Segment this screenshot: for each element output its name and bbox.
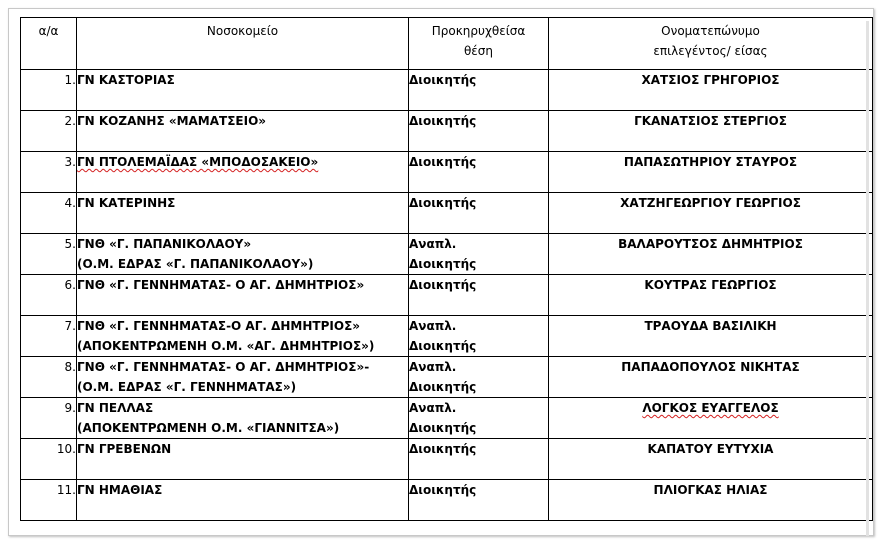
- hospital-line: (Ο.Μ. ΕΔΡΑΣ «Γ. ΠΑΠΑΝΙΚΟΛΑΟΥ»): [77, 257, 314, 271]
- appointee-name-cell: [549, 316, 873, 357]
- table-row: [21, 316, 873, 357]
- header-row: [21, 18, 873, 70]
- table-row: [21, 70, 873, 111]
- position-cell: [409, 398, 549, 439]
- hospital-cell: [77, 234, 409, 275]
- hospital-cell: [77, 439, 409, 480]
- hospital-line: ΓΝ ΗΜΑΘΙΑΣ: [77, 483, 163, 497]
- header-aa: α/α: [21, 18, 77, 70]
- position-line: Αναπλ.: [409, 319, 457, 333]
- row-number: 9.: [21, 398, 77, 439]
- position-cell: [409, 480, 549, 521]
- position-cell: [409, 111, 549, 152]
- appointee-name-cell: [549, 398, 873, 439]
- appointee-name-cell: [549, 234, 873, 275]
- position-line: Διοικητής: [409, 421, 477, 435]
- hospital-cell: [77, 152, 409, 193]
- row-number: 5.: [21, 234, 77, 275]
- table-body: [21, 70, 873, 521]
- position-line: Διοικητής: [409, 114, 477, 128]
- table-row: [21, 480, 873, 521]
- position-cell: [409, 439, 549, 480]
- position-cell: [409, 275, 549, 316]
- hospital-line: ΓΝ ΚΑΤΕΡΙΝΗΣ: [77, 196, 176, 210]
- hospital-line: ΓΝΘ «Γ. ΓΕΝΝΗΜΑΤΑΣ- Ο ΑΓ. ΔΗΜΗΤΡΙΟΣ»: [77, 278, 365, 292]
- header-name: Ονοματεπώνυμο επιλεγέντος/ είσας: [549, 18, 873, 70]
- hospital-cell: [77, 70, 409, 111]
- appointee-name-cell: [549, 111, 873, 152]
- row-number: 4.: [21, 193, 77, 234]
- appointee-name: ΠΑΠΑΣΩΤΗΡΙΟΥ ΣΤΑΥΡΟΣ: [623, 155, 798, 169]
- position-cell: [409, 152, 549, 193]
- appointee-name: ΧΑΤΣΙΟΣ ΓΡΗΓΟΡΙΟΣ: [641, 73, 780, 87]
- position-line: Διοικητής: [409, 442, 477, 456]
- row-number: 2.: [21, 111, 77, 152]
- position-line: Διοικητής: [409, 483, 477, 497]
- appointee-name: ΠΛΙΟΓΚΑΣ ΗΛΙΑΣ: [653, 483, 768, 497]
- position-line: Διοικητής: [409, 196, 477, 210]
- position-cell: [409, 234, 549, 275]
- hospital-line: (ΑΠΟΚΕΝΤΡΩΜΕΝΗ Ο.Μ. «ΑΓ. ΔΗΜΗΤΡΙΟΣ»): [77, 339, 375, 353]
- table-row: [21, 275, 873, 316]
- hospital-cell: [77, 275, 409, 316]
- position-line: Αναπλ.: [409, 360, 457, 374]
- table-row: [21, 439, 873, 480]
- hospital-line: ΓΝΘ «Γ. ΠΑΠΑΝΙΚΟΛΑΟΥ»: [77, 237, 252, 251]
- appointee-name: ΧΑΤΖΗΓΕΩΡΓΙΟΥ ΓΕΩΡΓΙΟΣ: [620, 196, 801, 210]
- document-frame: [8, 8, 874, 536]
- appointee-name: ΛΟΓΚΟΣ ΕΥΑΓΓΕΛΟΣ: [642, 401, 779, 415]
- page-edge: [866, 21, 869, 536]
- hospital-line: (ΑΠΟΚΕΝΤΡΩΜΕΝΗ Ο.Μ. «ΓΙΑΝΝΙΤΣΑ»): [77, 421, 340, 435]
- position-cell: [409, 357, 549, 398]
- appointee-name-cell: [549, 357, 873, 398]
- header-hospital: Νοσοκομείο: [77, 18, 409, 70]
- table-row: [21, 152, 873, 193]
- appointee-name: ΠΑΠΑΔΟΠΟΥΛΟΣ ΝΙΚΗΤΑΣ: [621, 360, 800, 374]
- position-line: Διοικητής: [409, 155, 477, 169]
- table-row: [21, 193, 873, 234]
- appointee-name: ΚΟΥΤΡΑΣ ΓΕΩΡΓΙΟΣ: [644, 278, 777, 292]
- table-row: [21, 234, 873, 275]
- hospital-cell: [77, 357, 409, 398]
- position-line: Διοικητής: [409, 73, 477, 87]
- table-row: [21, 357, 873, 398]
- hospital-line: ΓΝ ΚΑΣΤΟΡΙΑΣ: [77, 73, 175, 87]
- hospital-cell: [77, 398, 409, 439]
- position-cell: [409, 316, 549, 357]
- table-row: [21, 111, 873, 152]
- hospital-line: ΓΝ ΠΤΟΛΕΜΑΪΔΑΣ «ΜΠΟΔΟΣΑΚΕΙΟ»: [77, 155, 319, 169]
- hospital-line: ΓΝ ΠΕΛΛΑΣ: [77, 401, 154, 415]
- header-position: Προκηρυχθείσα θέση: [409, 18, 549, 70]
- row-number: 8.: [21, 357, 77, 398]
- position-line: Διοικητής: [409, 380, 477, 394]
- row-number: 1.: [21, 70, 77, 111]
- row-number: 3.: [21, 152, 77, 193]
- appointments-table: [20, 17, 873, 521]
- appointee-name: ΤΡΑΟΥΔΑ ΒΑΣΙΛΙΚΗ: [644, 319, 777, 333]
- position-cell: [409, 193, 549, 234]
- hospital-line: ΓΝΘ «Γ. ΓΕΝΝΗΜΑΤΑΣ- Ο ΑΓ. ΔΗΜΗΤΡΙΟΣ»-: [77, 360, 370, 374]
- appointee-name-cell: [549, 275, 873, 316]
- appointee-name-cell: [549, 152, 873, 193]
- row-number: 10.: [21, 439, 77, 480]
- table-row: [21, 398, 873, 439]
- position-line: Διοικητής: [409, 278, 477, 292]
- appointee-name: ΚΑΠΑΤΟΥ ΕΥΤΥΧΙΑ: [647, 442, 774, 456]
- hospital-line: ΓΝΘ «Γ. ΓΕΝΝΗΜΑΤΑΣ-Ο ΑΓ. ΔΗΜΗΤΡΙΟΣ»: [77, 319, 361, 333]
- hospital-line: ΓΝ ΓΡΕΒΕΝΩΝ: [77, 442, 172, 456]
- appointee-name-cell: [549, 480, 873, 521]
- hospital-cell: [77, 480, 409, 521]
- hospital-line: (Ο.Μ. ΕΔΡΑΣ «Γ. ΓΕΝΝΗΜΑΤΑΣ»): [77, 380, 297, 394]
- appointee-name: ΓΚΑΝΑΤΣΙΟΣ ΣΤΕΡΓΙΟΣ: [634, 114, 787, 128]
- row-number: 7.: [21, 316, 77, 357]
- position-cell: [409, 70, 549, 111]
- appointee-name: ΒΑΛΑΡΟΥΤΣΟΣ ΔΗΜΗΤΡΙΟΣ: [618, 237, 803, 251]
- hospital-cell: [77, 316, 409, 357]
- position-line: Αναπλ.: [409, 401, 457, 415]
- hospital-line: ΓΝ ΚΟΖΑΝΗΣ «ΜΑΜΑΤΣΕΙΟ»: [77, 114, 267, 128]
- appointee-name-cell: [549, 193, 873, 234]
- appointee-name-cell: [549, 439, 873, 480]
- position-line: Αναπλ.: [409, 237, 457, 251]
- row-number: 11.: [21, 480, 77, 521]
- hospital-cell: [77, 111, 409, 152]
- appointee-name-cell: [549, 70, 873, 111]
- position-line: Διοικητής: [409, 257, 477, 271]
- hospital-cell: [77, 193, 409, 234]
- row-number: 6.: [21, 275, 77, 316]
- position-line: Διοικητής: [409, 339, 477, 353]
